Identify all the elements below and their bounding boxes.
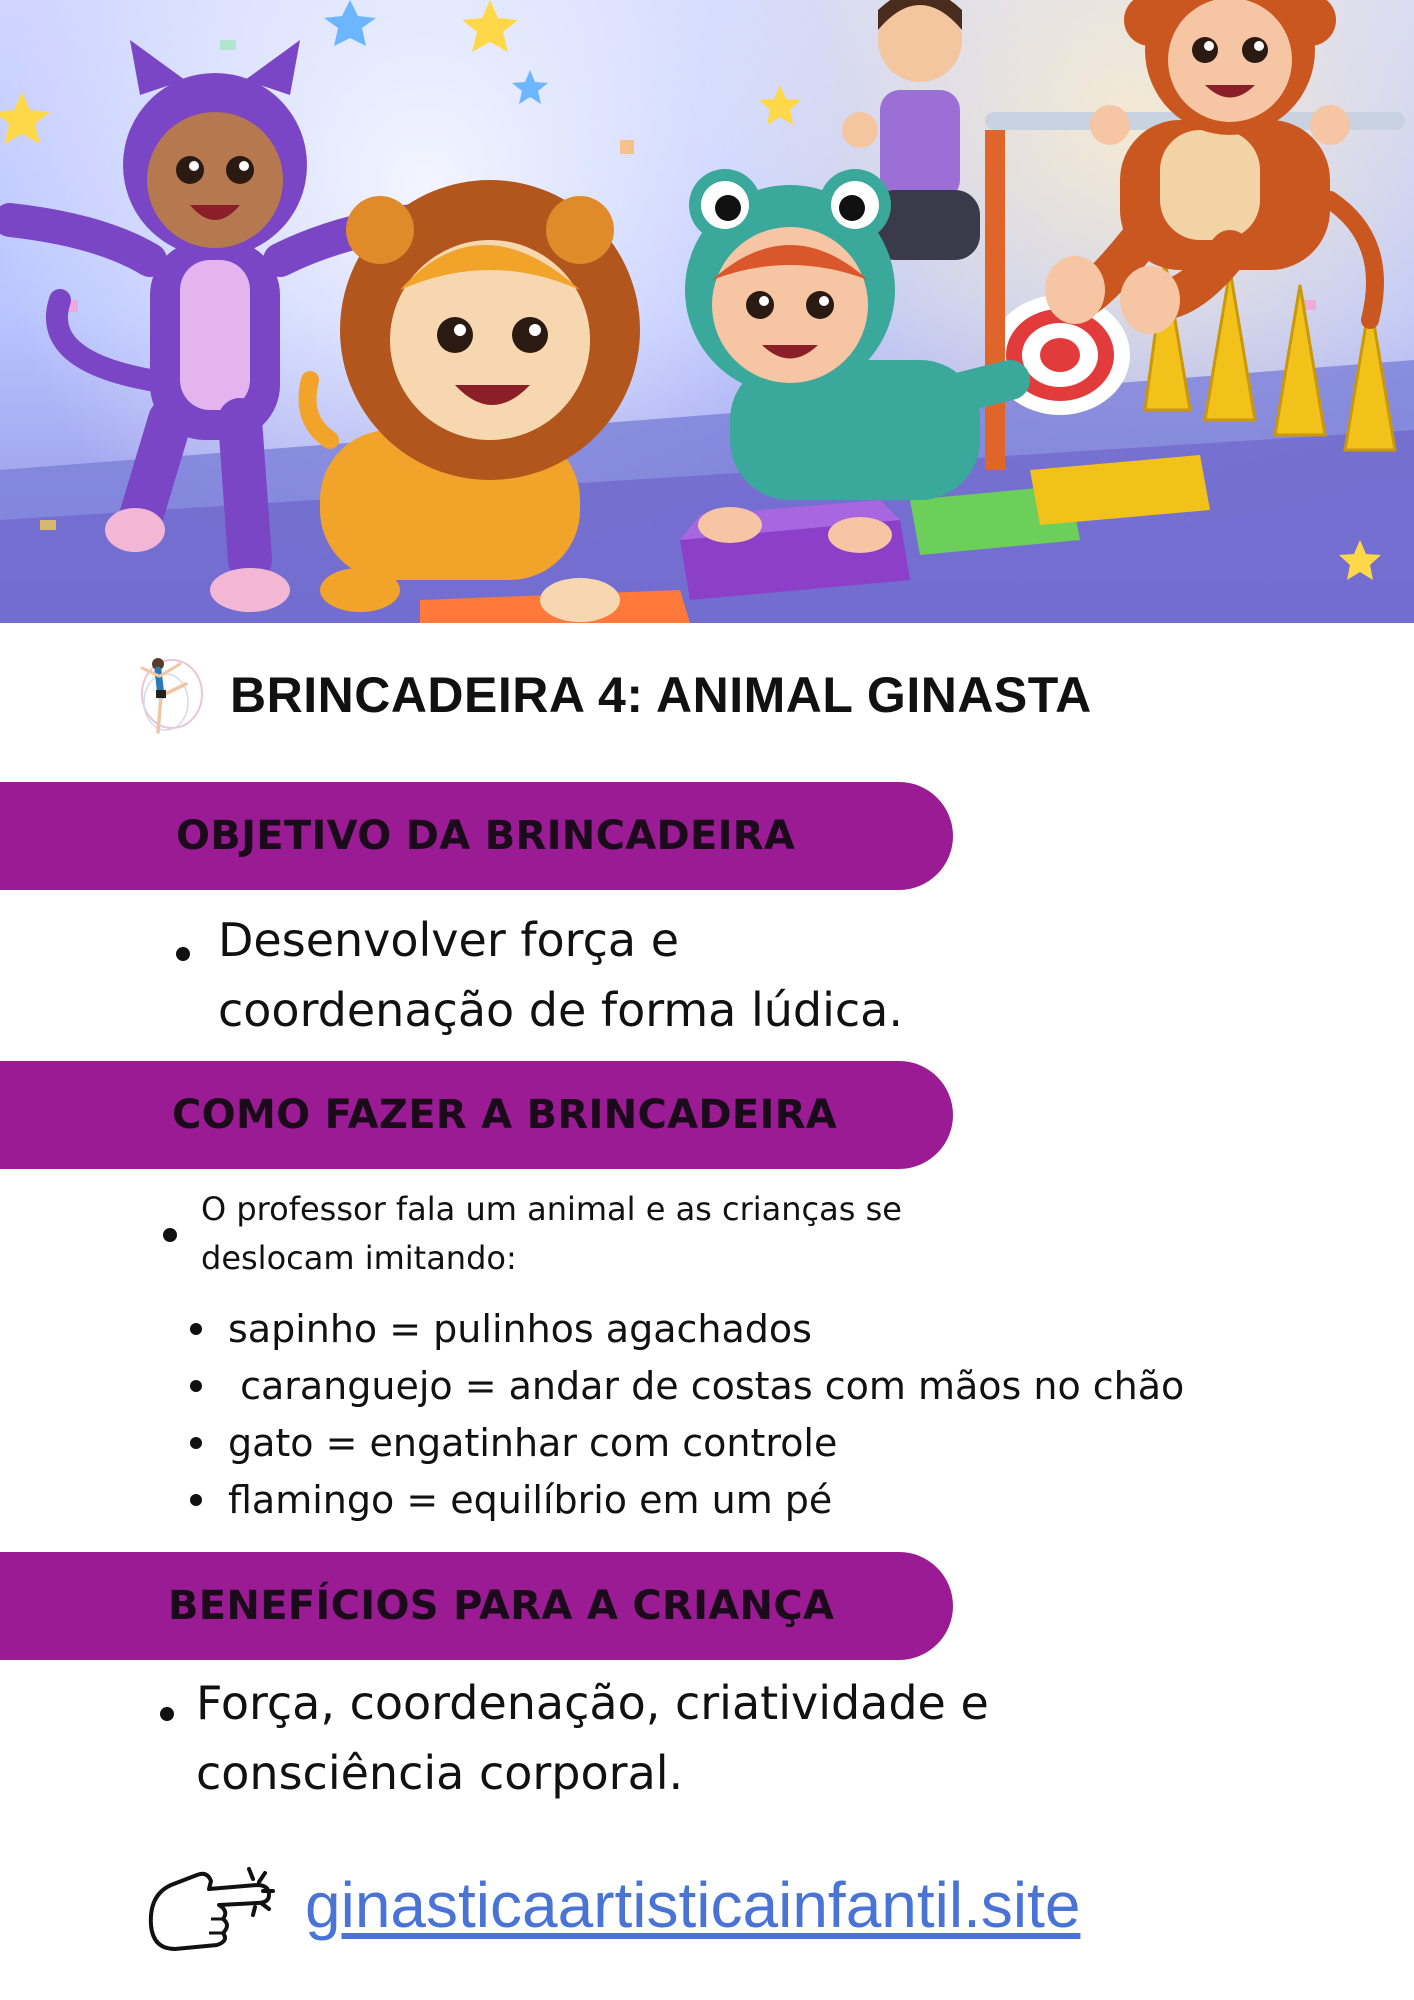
list-item: gato = engatinhar com controle — [190, 1414, 1184, 1471]
section-heading: COMO FAZER A BRINCADEIRA — [172, 1092, 838, 1138]
benefits-bullet — [160, 1668, 989, 1808]
bullet-dot — [190, 1437, 202, 1449]
list-item: caranguejo = andar de costas com mãos no chão — [190, 1357, 1184, 1414]
list-item: flamingo = equilíbrio em um pé — [190, 1471, 1184, 1528]
title-row — [128, 650, 1092, 740]
website-link[interactable]: ginasticaartisticainfantil.site — [305, 1869, 1081, 1941]
how-to-intro-bullet — [163, 1185, 902, 1283]
bullet-dot — [163, 1228, 177, 1242]
objective-bullet — [176, 905, 903, 1045]
animal-list — [190, 1300, 1184, 1528]
section-header-objective — [0, 782, 953, 890]
objective-text: Desenvolver força e coordenação de forma lúdica. — [218, 913, 903, 1037]
bullet-dot — [190, 1494, 202, 1506]
benefits-text: Força, coordenação, criatividade e consciência corporal. — [196, 1676, 989, 1800]
section-header-benefits — [0, 1552, 953, 1660]
section-header-how-to — [0, 1061, 953, 1169]
how-to-intro-text: O professor fala um animal e as crianças se deslocam imitando: — [201, 1190, 902, 1277]
hero-illustration — [0, 0, 1414, 623]
list-item: sapinho = pulinhos agachados — [190, 1300, 1184, 1357]
bullet-dot — [176, 947, 190, 961]
section-heading: OBJETIVO DA BRINCADEIRA — [176, 813, 796, 859]
page-title: BRINCADEIRA 4: ANIMAL GINASTA — [230, 667, 1092, 723]
footer — [145, 1855, 1080, 1955]
bullet-dot — [160, 1707, 174, 1721]
bullet-dot — [190, 1323, 202, 1335]
pointing-hand-icon — [145, 1855, 285, 1955]
section-heading: BENEFÍCIOS PARA A CRIANÇA — [168, 1583, 835, 1629]
gymnast-icon — [128, 650, 208, 740]
bullet-dot — [190, 1380, 202, 1392]
